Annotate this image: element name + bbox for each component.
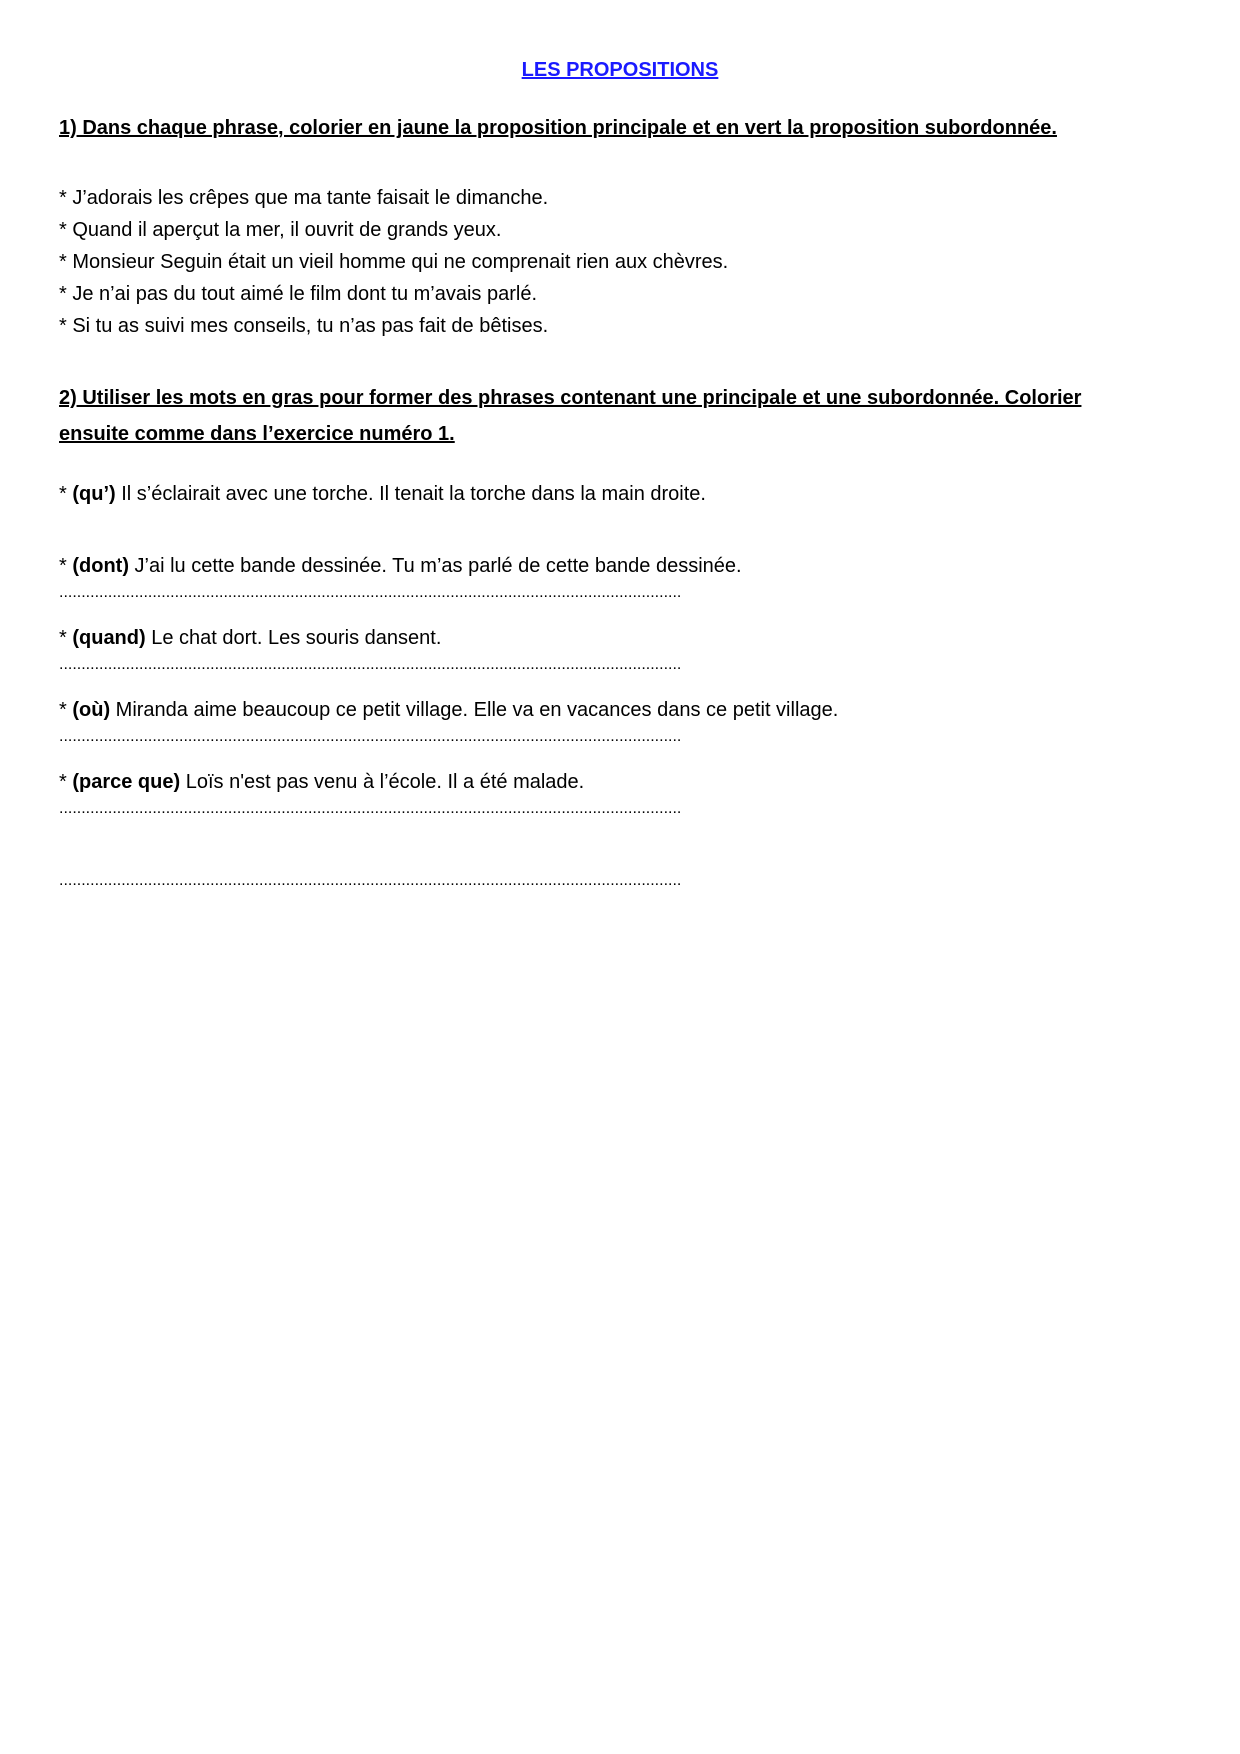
answer-line[interactable]: ............................................................................................................................................	[59, 584, 682, 601]
item-bullet: *	[59, 483, 73, 505]
exercise-1-sentence: * Je n’ai pas du tout aimé le film dont tu m’avais parlé.	[59, 283, 538, 305]
item-keyword: (qu’)	[72, 483, 116, 505]
page-title: LES PROPOSITIONS	[521, 59, 719, 81]
exercise-1-sentence: * Si tu as suivi mes conseils, tu n’as pas fait de bêtises.	[59, 315, 549, 337]
item-keyword: (quand)	[72, 627, 146, 649]
item-text: Loïs n'est pas venu à l’école. Il a été malade.	[180, 771, 585, 793]
answer-line[interactable]: ............................................................................................................................................	[59, 800, 682, 817]
item-bullet: *	[59, 627, 73, 649]
exercise-2-item	[59, 696, 1159, 724]
exercise-1-sentence: * Monsieur Seguin était un vieil homme qui ne comprenait rien aux chèvres.	[59, 251, 729, 273]
item-keyword: (parce que)	[72, 771, 181, 793]
exercise-2-item	[59, 624, 1159, 652]
item-bullet: *	[59, 771, 73, 793]
exercise-2-item	[59, 552, 1159, 580]
item-bullet: *	[59, 699, 73, 721]
exercise-2-item	[59, 480, 1159, 508]
item-text: J’ai lu cette bande dessinée. Tu m’as parlé de cette bande dessinée.	[128, 555, 742, 577]
exercise-2-instruction: 2) Utiliser les mots en gras pour former des phrases contenant une principale et une subordonnée. Colorier ensuite comme dans l’exercice numéro 1.	[59, 387, 1082, 445]
item-text: Il s’éclairait avec une torche. Il tenait la torche dans la main droite.	[115, 483, 706, 505]
item-bullet: *	[59, 555, 73, 577]
answer-line[interactable]: ............................................................................................................................................	[59, 728, 682, 745]
answer-line[interactable]: ............................................................................................................................................	[59, 656, 682, 673]
exercise-2-item	[59, 768, 1159, 796]
exercise-1-instruction: 1) Dans chaque phrase, colorier en jaune la proposition principale et en vert la proposition subordonnée.	[59, 117, 1057, 139]
exercise-1-sentence: * J’adorais les crêpes que ma tante faisait le dimanche.	[59, 187, 549, 209]
answer-line[interactable]: ............................................................................................................................................	[59, 872, 682, 889]
item-keyword: (dont)	[72, 555, 129, 577]
exercise-1-sentence: * Quand il aperçut la mer, il ouvrit de grands yeux.	[59, 219, 502, 241]
item-text: Miranda aime beaucoup ce petit village. Elle va en vacances dans ce petit village.	[110, 699, 839, 721]
item-text: Le chat dort. Les souris dansent.	[145, 627, 442, 649]
item-keyword: (où)	[72, 699, 111, 721]
